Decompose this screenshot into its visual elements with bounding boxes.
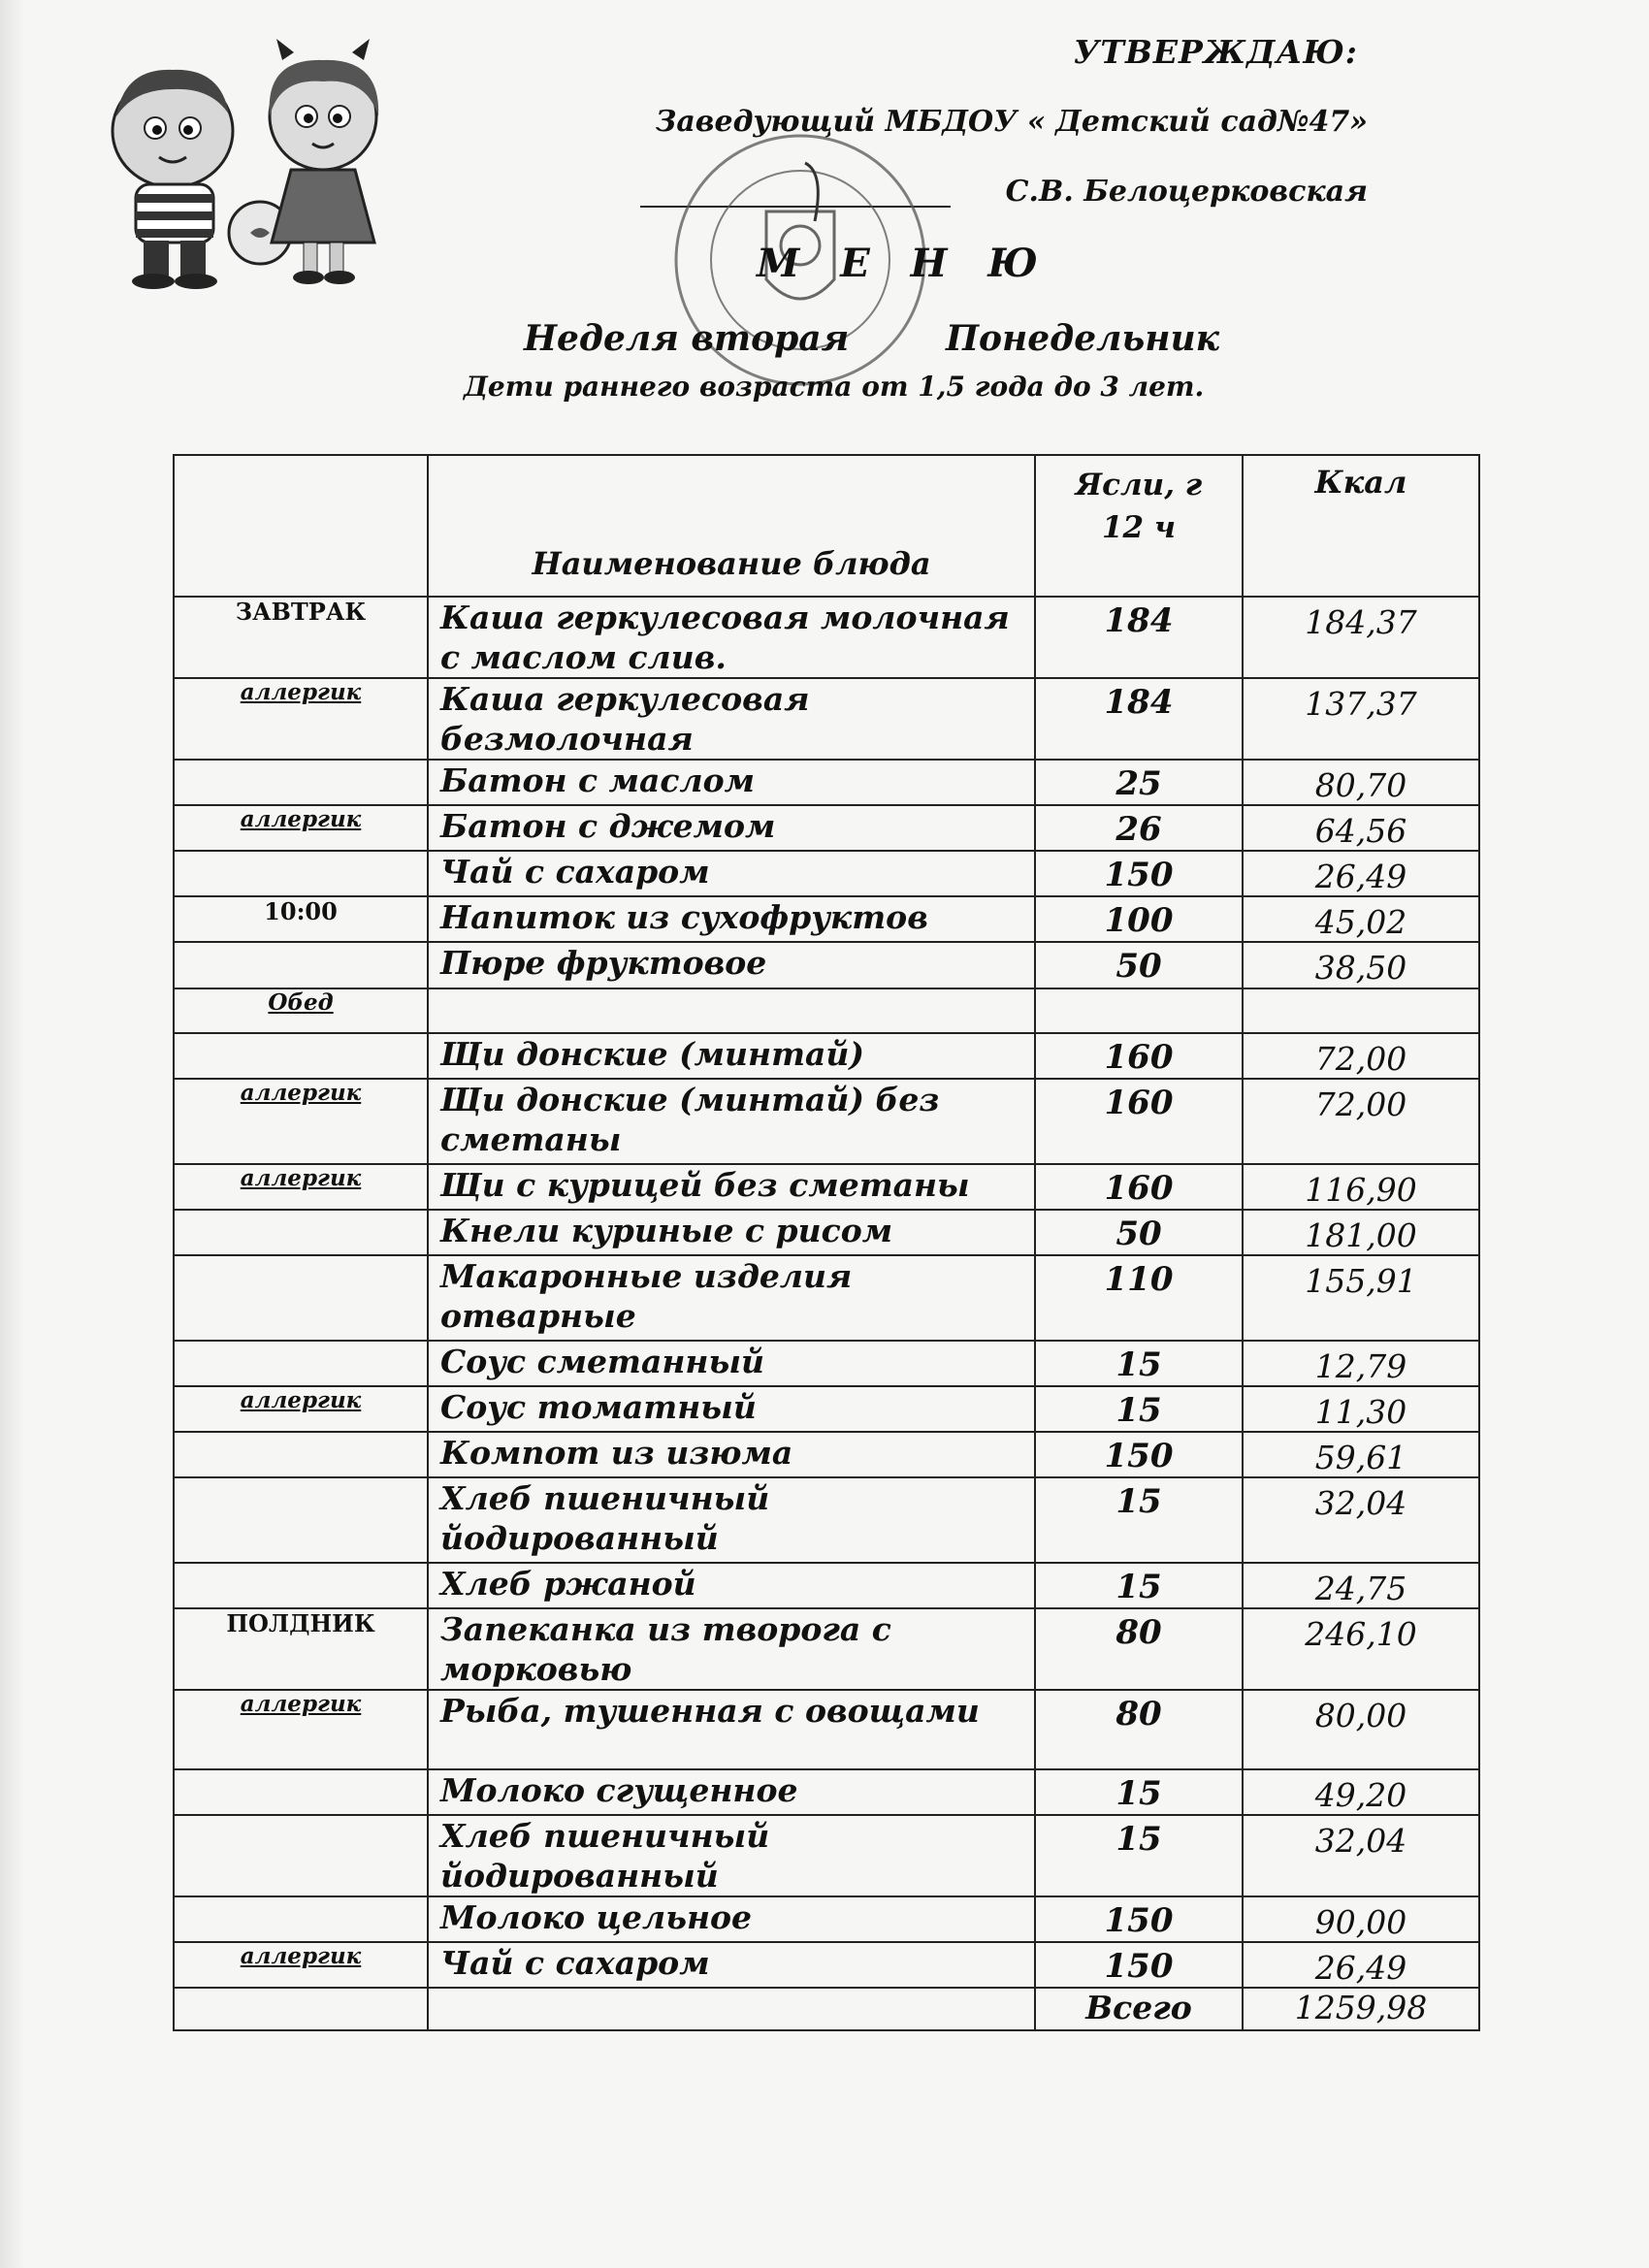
table-row xyxy=(174,805,1479,851)
row-dish-name: Хлеб ржаной xyxy=(428,1563,1035,1608)
row-dish-name: Щи с курицей без сметаны xyxy=(428,1164,1035,1210)
row-kcal: 90,00 xyxy=(1243,1896,1479,1942)
row-portion xyxy=(1035,988,1243,1033)
row-kcal: 80,70 xyxy=(1243,760,1479,805)
row-kcal: 184,37 xyxy=(1243,597,1479,678)
table-row xyxy=(174,1942,1479,1988)
approval-heading: УТВЕРЖДАЮ: xyxy=(1073,33,1358,71)
row-portion: 26 xyxy=(1035,805,1243,851)
row-kcal xyxy=(1243,988,1479,1033)
row-dish-name: Соус томатный xyxy=(428,1386,1035,1432)
row-portion: 184 xyxy=(1035,597,1243,678)
row-dish-name: Запеканка из творога с морковью xyxy=(428,1608,1035,1690)
row-kcal: 181,00 xyxy=(1243,1210,1479,1255)
scan-edge xyxy=(0,0,25,2268)
row-category xyxy=(174,1769,428,1815)
row-category xyxy=(174,851,428,896)
row-kcal: 246,10 xyxy=(1243,1608,1479,1690)
table-row xyxy=(174,760,1479,805)
total-empty-cell xyxy=(174,1988,428,2030)
table-row xyxy=(174,1033,1479,1079)
table-row xyxy=(174,1255,1479,1341)
row-portion: 15 xyxy=(1035,1477,1243,1563)
row-category xyxy=(174,1432,428,1477)
row-category xyxy=(174,1341,428,1386)
table-row xyxy=(174,851,1479,896)
row-portion: 150 xyxy=(1035,851,1243,896)
row-category xyxy=(174,1896,428,1942)
row-kcal: 72,00 xyxy=(1243,1079,1479,1164)
row-kcal: 11,30 xyxy=(1243,1386,1479,1432)
row-portion: 160 xyxy=(1035,1164,1243,1210)
row-category: аллергик xyxy=(174,805,428,851)
table-row xyxy=(174,1690,1479,1769)
row-portion: 15 xyxy=(1035,1769,1243,1815)
head-position: Заведующий МБДОУ « Детский сад№47» xyxy=(655,105,1368,139)
header-dish-name: Наименование блюда xyxy=(428,455,1035,597)
audience-subtitle: Дети раннего возраста от 1,5 года до 3 лет. xyxy=(464,371,1205,403)
header-portion xyxy=(1035,455,1243,597)
week-label: Неделя вторая xyxy=(524,318,850,359)
row-kcal: 72,00 xyxy=(1243,1033,1479,1079)
row-kcal: 49,20 xyxy=(1243,1769,1479,1815)
table-row xyxy=(174,1563,1479,1608)
row-portion: 80 xyxy=(1035,1690,1243,1769)
row-category: 10:00 xyxy=(174,896,428,942)
row-category: аллергик xyxy=(174,1079,428,1164)
children-illustration xyxy=(66,39,415,291)
table-row xyxy=(174,1341,1479,1386)
table-row xyxy=(174,1386,1479,1432)
table-row xyxy=(174,597,1479,678)
row-category: Обед xyxy=(174,988,428,1033)
row-dish-name: Батон с маслом xyxy=(428,760,1035,805)
header-portion-line2: 12 ч xyxy=(1101,510,1177,545)
row-portion: 184 xyxy=(1035,678,1243,760)
row-category xyxy=(174,942,428,988)
row-portion: 100 xyxy=(1035,896,1243,942)
row-category xyxy=(174,1255,428,1341)
table-row xyxy=(174,1815,1479,1896)
row-dish-name: Чай с сахаром xyxy=(428,851,1035,896)
row-portion: 150 xyxy=(1035,1432,1243,1477)
row-dish-name: Молоко сгущенное xyxy=(428,1769,1035,1815)
row-portion: 15 xyxy=(1035,1386,1243,1432)
row-dish-name: Рыба, тушенная с овощами xyxy=(428,1690,1035,1769)
row-dish-name: Соус сметанный xyxy=(428,1341,1035,1386)
row-dish-name: Макаронные изделия отварные xyxy=(428,1255,1035,1341)
row-portion: 50 xyxy=(1035,1210,1243,1255)
row-dish-name: Напиток из сухофруктов xyxy=(428,896,1035,942)
row-kcal: 137,37 xyxy=(1243,678,1479,760)
row-category xyxy=(174,1563,428,1608)
row-category xyxy=(174,1210,428,1255)
table-row xyxy=(174,1769,1479,1815)
row-dish-name: Чай с сахаром xyxy=(428,1942,1035,1988)
menu-table xyxy=(173,454,1480,2031)
table-row xyxy=(174,678,1479,760)
row-category: аллергик xyxy=(174,1690,428,1769)
row-dish-name: Пюре фруктовое xyxy=(428,942,1035,988)
table-row xyxy=(174,1432,1479,1477)
row-dish-name: Кнели куриные с рисом xyxy=(428,1210,1035,1255)
row-kcal: 12,79 xyxy=(1243,1341,1479,1386)
row-category: ПОЛДНИК xyxy=(174,1608,428,1690)
table-row xyxy=(174,1079,1479,1164)
total-value: 1259,98 xyxy=(1243,1988,1479,2030)
row-dish-name: Молоко цельное xyxy=(428,1896,1035,1942)
row-category xyxy=(174,1477,428,1563)
table-row xyxy=(174,1164,1479,1210)
row-portion: 50 xyxy=(1035,942,1243,988)
header-kcal: Ккал xyxy=(1243,455,1479,597)
table-row xyxy=(174,1608,1479,1690)
row-category: аллергик xyxy=(174,1942,428,1988)
row-portion: 15 xyxy=(1035,1563,1243,1608)
row-kcal: 59,61 xyxy=(1243,1432,1479,1477)
row-category xyxy=(174,1033,428,1079)
table-header-row xyxy=(174,455,1479,597)
row-kcal: 45,02 xyxy=(1243,896,1479,942)
row-portion: 150 xyxy=(1035,1896,1243,1942)
table-row xyxy=(174,942,1479,988)
row-portion: 25 xyxy=(1035,760,1243,805)
row-dish-name: Компот из изюма xyxy=(428,1432,1035,1477)
row-dish-name: Батон с джемом xyxy=(428,805,1035,851)
row-portion: 160 xyxy=(1035,1033,1243,1079)
row-category: аллергик xyxy=(174,1386,428,1432)
header-portion-line1: Ясли, г xyxy=(1075,468,1203,502)
row-portion: 15 xyxy=(1035,1815,1243,1896)
row-dish-name: Каша геркулесовая безмолочная xyxy=(428,678,1035,760)
row-kcal: 24,75 xyxy=(1243,1563,1479,1608)
row-category xyxy=(174,1815,428,1896)
signer-name: С.В. Белоцерковская xyxy=(1005,175,1368,209)
row-portion: 80 xyxy=(1035,1608,1243,1690)
row-category: ЗАВТРАК xyxy=(174,597,428,678)
day-label: Понедельник xyxy=(946,318,1219,359)
row-kcal: 38,50 xyxy=(1243,942,1479,988)
table-row xyxy=(174,988,1479,1033)
header-category-cell xyxy=(174,455,428,597)
row-kcal: 80,00 xyxy=(1243,1690,1479,1769)
table-row xyxy=(174,1477,1479,1563)
row-portion: 160 xyxy=(1035,1079,1243,1164)
total-empty-cell xyxy=(428,1988,1035,2030)
menu-title: М Е Н Ю xyxy=(757,241,1051,286)
row-portion: 150 xyxy=(1035,1942,1243,1988)
table-row xyxy=(174,1896,1479,1942)
row-dish-name: Щи донские (минтай) xyxy=(428,1033,1035,1079)
row-kcal: 155,91 xyxy=(1243,1255,1479,1341)
row-dish-name: Каша геркулесовая молочная с маслом слив. xyxy=(428,597,1035,678)
row-dish-name: Хлеб пшеничный йодированный xyxy=(428,1477,1035,1563)
row-dish-name: Щи донские (минтай) без сметаны xyxy=(428,1079,1035,1164)
row-portion: 110 xyxy=(1035,1255,1243,1341)
table-row xyxy=(174,1210,1479,1255)
total-label: Всего xyxy=(1035,1988,1243,2030)
row-category xyxy=(174,760,428,805)
row-portion: 15 xyxy=(1035,1341,1243,1386)
total-row xyxy=(174,1988,1479,2030)
row-dish-name xyxy=(428,988,1035,1033)
table-row xyxy=(174,896,1479,942)
row-kcal: 116,90 xyxy=(1243,1164,1479,1210)
row-kcal: 32,04 xyxy=(1243,1477,1479,1563)
row-category: аллергик xyxy=(174,1164,428,1210)
row-dish-name: Хлеб пшеничный йодированный xyxy=(428,1815,1035,1896)
row-kcal: 26,49 xyxy=(1243,1942,1479,1988)
row-kcal: 32,04 xyxy=(1243,1815,1479,1896)
row-category: аллергик xyxy=(174,678,428,760)
row-kcal: 64,56 xyxy=(1243,805,1479,851)
row-kcal: 26,49 xyxy=(1243,851,1479,896)
